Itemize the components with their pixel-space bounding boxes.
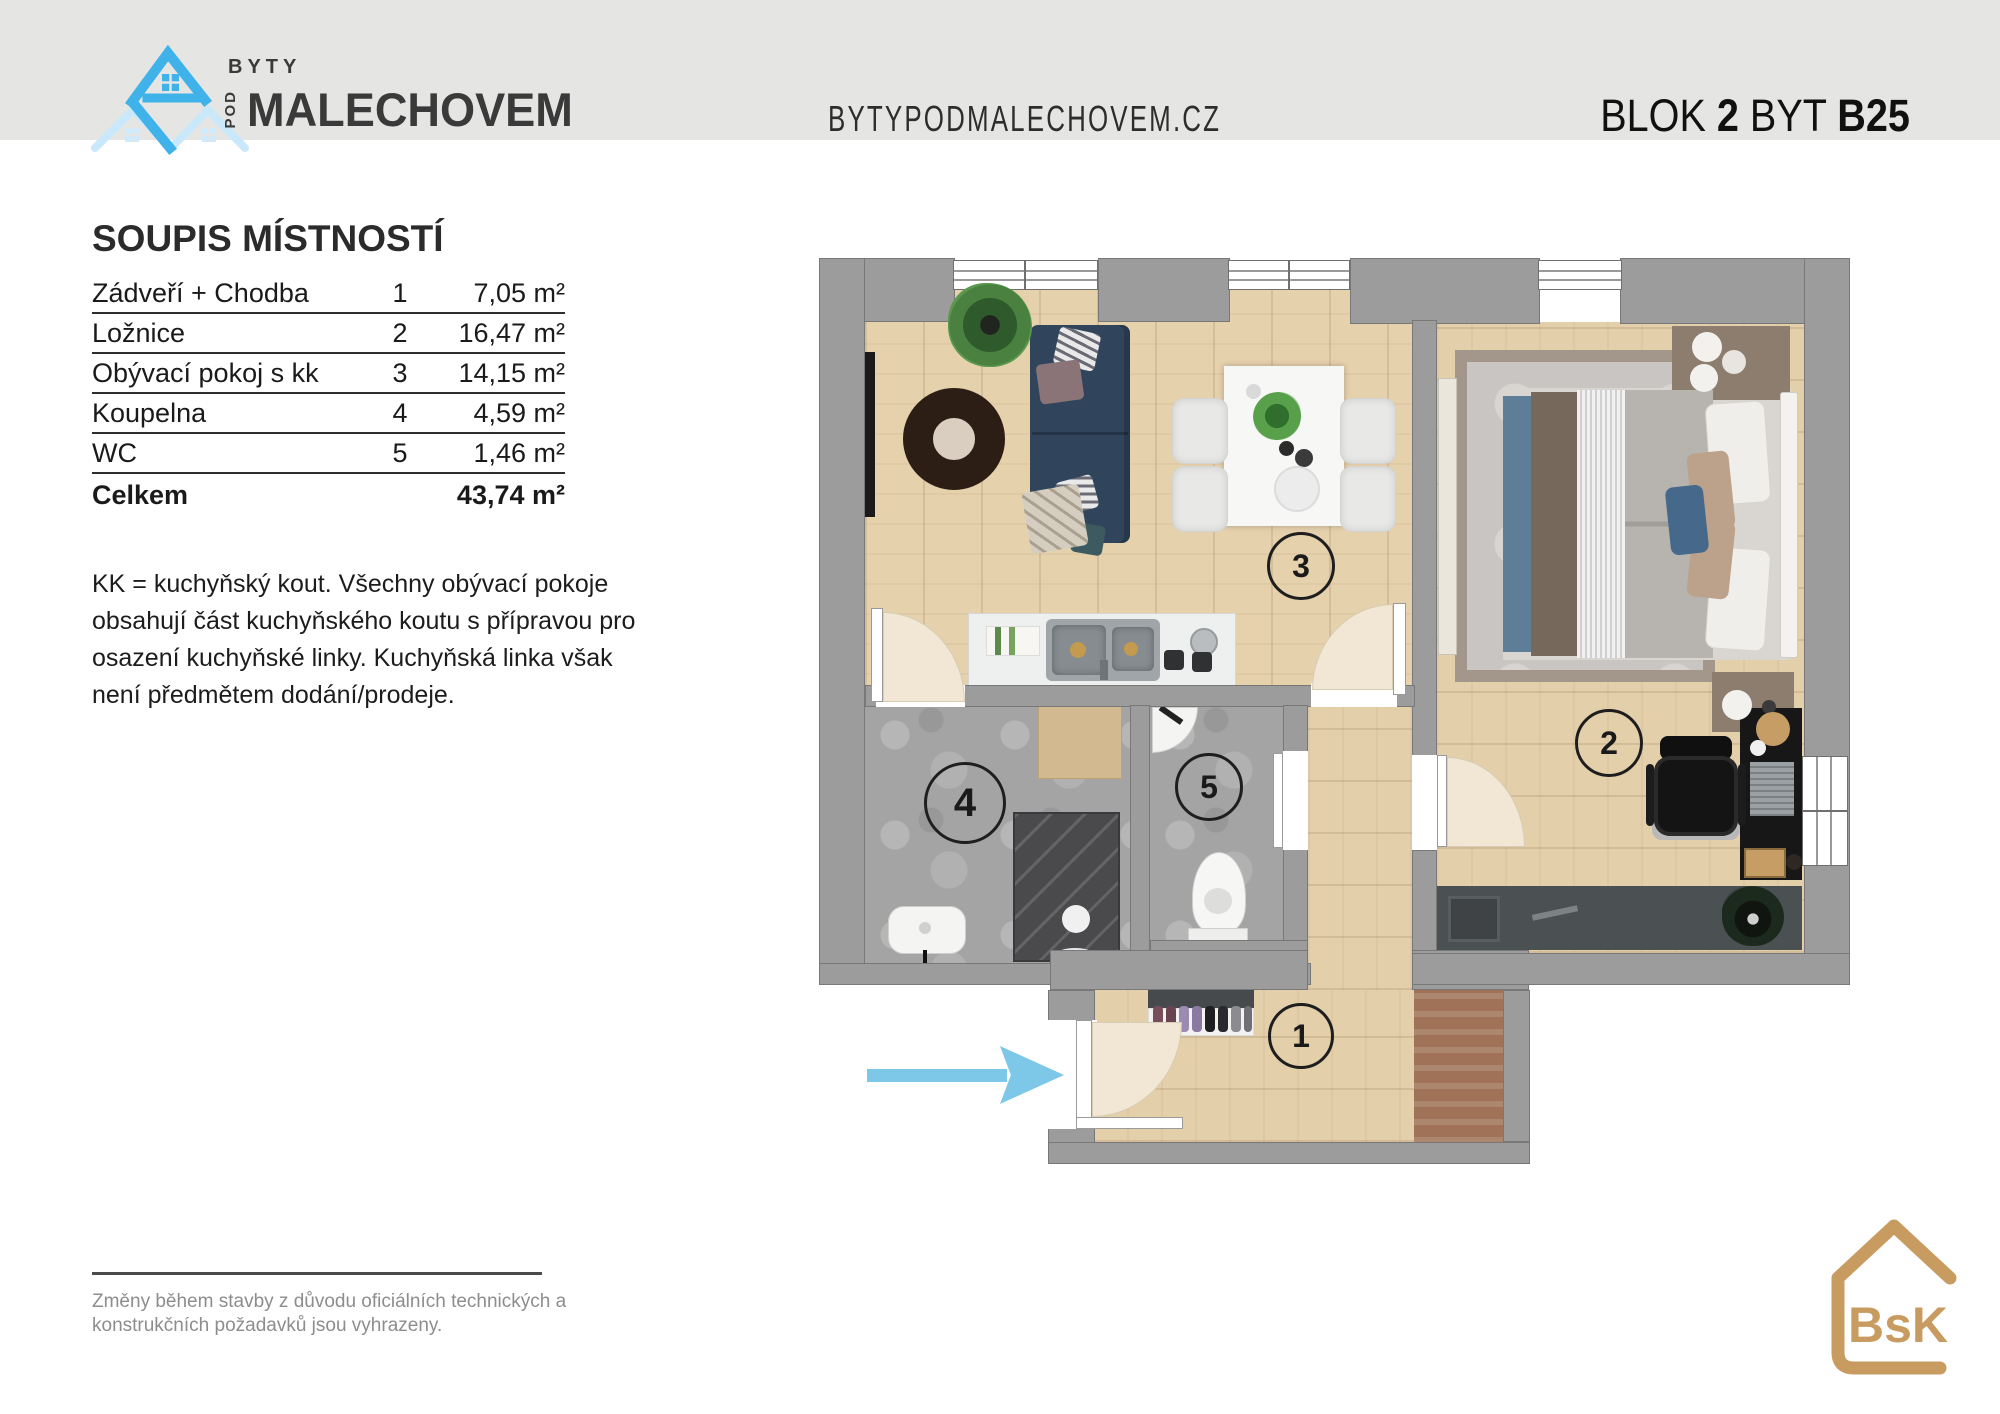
- divider-rule: [92, 1272, 542, 1275]
- table-row: [92, 394, 565, 434]
- room-label-2: [1575, 709, 1643, 777]
- sofa-cushion-line: [1032, 432, 1128, 435]
- room-label-number: 2: [1600, 724, 1618, 761]
- disclaimer-text: Změny během stavby z důvodu oficiálních technických a konstrukčních požadavků jsou vyhrazeny.: [92, 1291, 567, 1336]
- room-list-title: SOUPIS MÍSTNOSTÍ: [92, 218, 444, 259]
- table-total-row: [92, 474, 565, 516]
- sink-drain: [1124, 642, 1138, 656]
- table-row: [92, 434, 565, 474]
- round-rug: [903, 388, 1005, 490]
- room-number: 1: [392, 277, 408, 308]
- bed-runner-striped: [1577, 390, 1625, 658]
- entrance-door-sill: [1076, 1117, 1183, 1129]
- shoe-rack: [1148, 988, 1254, 1008]
- office-chair-arm: [1646, 764, 1654, 826]
- kk-note: KK = kuchyňský kout. Všechny obývací pokoje obsahují část kuchyňského koutu s přípravou pro osazení kuchyňské linky. Kuchyňská linka však není předmětem dodání/prodeje.: [92, 570, 636, 709]
- room-name: Obývací pokoj s kk: [92, 357, 319, 388]
- room-label-5: [1175, 753, 1243, 821]
- wall: [1350, 258, 1540, 324]
- blok-label: BLOK: [1600, 90, 1718, 141]
- bath-stool: [1038, 705, 1122, 779]
- room-label-4: [924, 762, 1006, 844]
- wall: [1050, 950, 1308, 990]
- wall: [1412, 320, 1437, 757]
- shower-head-icon: [1062, 905, 1090, 933]
- wall: [963, 685, 1313, 707]
- byt-value: B25: [1837, 90, 1910, 141]
- room-name: Koupelna: [92, 397, 207, 428]
- runner-plant-icon: [1722, 886, 1784, 946]
- room-label-number: 4: [953, 780, 977, 825]
- wall: [1098, 258, 1230, 322]
- room-label-3: [1267, 532, 1335, 600]
- room-label-number: 3: [1292, 547, 1310, 584]
- wall: [1130, 705, 1150, 965]
- room-label-number: 5: [1200, 768, 1218, 805]
- shoes: [1192, 1006, 1202, 1032]
- unit-identifier: [1600, 90, 1910, 142]
- table-plate: [1274, 466, 1320, 512]
- floor-plant-icon: [948, 283, 1032, 367]
- office-chair-arm: [1738, 764, 1746, 826]
- cooktop-burner: [1192, 652, 1212, 672]
- room-label-1: [1268, 1003, 1334, 1069]
- room-table: [92, 274, 565, 516]
- faucet-icon: [1100, 660, 1108, 680]
- dining-chair: [1340, 466, 1396, 532]
- logo-text-pod: POD: [222, 90, 239, 129]
- window: [1802, 756, 1848, 866]
- nightstand-lamp-icon: [1690, 364, 1718, 392]
- logo-text-byty: BYTY: [228, 56, 302, 78]
- plaid-blanket: [1021, 483, 1089, 554]
- logo-text-malechovem: MALECHOVEM: [247, 83, 573, 136]
- bedroom-door-opening: [1412, 755, 1437, 850]
- bed-blanket-blue: [1503, 396, 1531, 652]
- room-label-number: 1: [1292, 1017, 1310, 1054]
- office-chair-seat: [1654, 756, 1738, 836]
- room-number: 4: [392, 397, 408, 428]
- tv-panel: [864, 352, 875, 517]
- wall: [1804, 258, 1850, 985]
- desk-speaker: [1786, 854, 1802, 870]
- room-area: 4,59 m²: [473, 397, 565, 428]
- headboard: [1780, 392, 1798, 658]
- nightstand-lamp-icon: [1692, 332, 1722, 362]
- table-bowl: [1295, 449, 1313, 467]
- room-number: 3: [392, 357, 408, 388]
- room-name: Ložnice: [92, 317, 186, 348]
- shoes: [1231, 1006, 1241, 1032]
- wall: [1048, 990, 1095, 1022]
- nightstand-lamp-icon: [1722, 350, 1746, 374]
- dining-chair: [1340, 398, 1396, 464]
- corridor-floor: [1308, 705, 1412, 990]
- bathroom-door-leaf: [871, 608, 883, 702]
- shower: [1013, 812, 1120, 962]
- wall: [819, 258, 865, 985]
- bedroom-door-leaf: [1437, 755, 1447, 847]
- sofa-pillow: [1035, 359, 1084, 405]
- washbasin-drain: [919, 922, 931, 934]
- wall: [1412, 953, 1850, 985]
- room-area: 16,47 m²: [458, 317, 565, 348]
- wall: [1283, 705, 1308, 753]
- bsk-logo: [1822, 1214, 1967, 1384]
- desk-tray: [1744, 848, 1786, 878]
- bed-blanket-brown: [1531, 392, 1577, 656]
- table-row: [92, 314, 565, 354]
- bed-pillow-accent: [1665, 484, 1710, 556]
- wall: [1503, 990, 1530, 1142]
- cooktop-burner: [1164, 650, 1184, 670]
- table-plant-icon: [1253, 392, 1301, 440]
- runner-frame-decor: [1448, 896, 1500, 942]
- shoes: [1218, 1006, 1228, 1032]
- cutting-board: [986, 626, 1040, 656]
- dining-chair: [1172, 466, 1228, 532]
- nightstand-lamp-icon: [1722, 690, 1752, 720]
- room-number: 2: [392, 317, 408, 348]
- total-label: Celkem: [92, 479, 189, 510]
- laptop: [1750, 762, 1794, 816]
- entrance-arrow-icon: [867, 1069, 1007, 1082]
- table-row: [92, 274, 565, 314]
- wc-door-opening: [1283, 751, 1308, 850]
- room-area: 7,05 m²: [473, 277, 565, 308]
- toilet-seat: [1204, 888, 1232, 914]
- bsk-logo-text: BsK: [1848, 1297, 1949, 1353]
- wall: [1048, 1142, 1530, 1164]
- table-plate: [1246, 384, 1261, 399]
- window: [1538, 260, 1622, 290]
- room-name: WC: [92, 437, 137, 468]
- room-area: 1,46 m²: [473, 437, 565, 468]
- blok-value: 2: [1717, 90, 1740, 141]
- header-band: [0, 0, 2000, 140]
- room-area: 14,15 m²: [458, 357, 565, 388]
- table-bowl: [1279, 441, 1294, 456]
- shoes: [1244, 1006, 1252, 1032]
- wall: [1412, 850, 1437, 955]
- living-room-door-leaf: [1393, 603, 1406, 695]
- coffee-cup-icon: [1750, 740, 1766, 756]
- shoes: [1205, 1006, 1215, 1032]
- room-name: Zádveří + Chodba: [92, 277, 309, 308]
- wc-door-leaf: [1273, 753, 1283, 848]
- window: [1228, 260, 1350, 290]
- sink-drain: [1070, 642, 1086, 658]
- wardrobe: [1438, 378, 1457, 655]
- dining-chair: [1172, 398, 1228, 464]
- website-url: BYTYPODMALECHOVEM.CZ: [828, 98, 1222, 139]
- doormat: [1414, 987, 1504, 1143]
- table-row: [92, 354, 565, 394]
- total-area: 43,74 m²: [456, 479, 565, 510]
- entrance-door-leaf: [1076, 1020, 1092, 1119]
- byt-label: BYT: [1739, 90, 1838, 141]
- room-number: 5: [392, 437, 408, 468]
